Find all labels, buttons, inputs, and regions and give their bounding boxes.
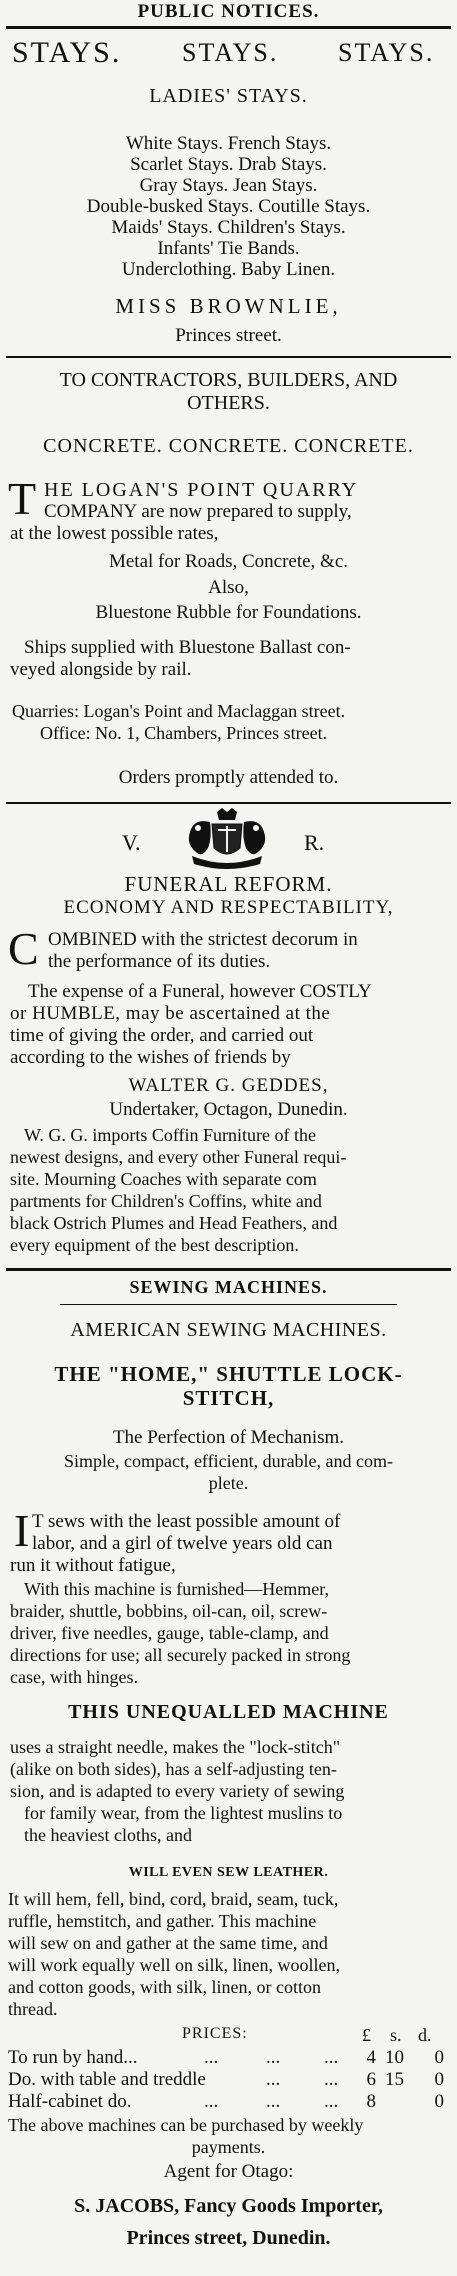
price-pounds: 6 xyxy=(366,2069,376,2090)
sewing-para: for family wear, from the lightest muslins to xyxy=(24,1803,343,1823)
quarry-office: Office: No. 1, Chambers, Princes street. xyxy=(40,723,328,743)
sewing-heading: AMERICAN SEWING MACHINES. xyxy=(70,1319,387,1341)
sewing-para: directions for use; all securely packed in strong xyxy=(10,1645,351,1665)
funeral-para: The expense of a Funeral, however COSTLY xyxy=(28,981,372,1002)
price-shillings: 15 xyxy=(385,2069,404,2090)
funeral-subtitle: ECONOMY AND RESPECTABILITY, xyxy=(63,897,394,918)
home-heading: STITCH, xyxy=(182,1386,275,1410)
sewing-para: driver, five needles, gauge, table-clamp, and xyxy=(10,1623,329,1643)
royal-r: R. xyxy=(304,830,325,855)
stays-proprietor: MISS BROWNLIE, xyxy=(115,294,342,318)
sewing-para: T sews with the least possible amount of xyxy=(32,1511,341,1532)
quarry-ships: Ships supplied with Bluestone Ballast con- xyxy=(24,637,351,658)
drop-cap: I xyxy=(14,1505,30,1556)
currency-pounds: £ xyxy=(362,2025,371,2045)
quarry-ships: veyed alongside by rail. xyxy=(10,659,192,680)
quarry-intro: at the lowest possible rates, xyxy=(10,523,219,544)
divider xyxy=(6,26,451,29)
sewing-address: Princes street, Dunedin. xyxy=(126,2227,331,2249)
stays-line: Underclothing. Baby Linen. xyxy=(121,259,336,280)
stays-banner-1: STAYS. xyxy=(12,36,122,69)
stays-line: Infants' Tie Bands. xyxy=(157,238,300,259)
price-pounds: 4 xyxy=(366,2047,376,2068)
sewing-para: and cotton goods, with silk, linen, or cotton xyxy=(8,1977,321,1997)
concrete-banner: CONCRETE. CONCRETE. CONCRETE. xyxy=(43,435,414,457)
quarry-heading: TO CONTRACTORS, BUILDERS, AND xyxy=(59,369,398,391)
sewing-para: With this machine is furnished—Hemmer, xyxy=(24,1579,329,1599)
stays-line: Maids' Stays. Children's Stays. xyxy=(111,217,346,238)
divider xyxy=(6,802,451,804)
royal-coat-of-arms-icon xyxy=(172,808,282,870)
stays-banner-2: STAYS. xyxy=(182,38,279,67)
sewing-importer: S. JACOBS, Fancy Goods Importer, xyxy=(74,2195,383,2217)
price-dots: ... xyxy=(324,2047,339,2068)
funeral-para: newest designs, and every other Funeral requi- xyxy=(10,1147,347,1167)
quarry-line: Also, xyxy=(208,577,249,598)
drop-cap: C xyxy=(8,923,39,974)
funeral-para: or HUMBLE, may be ascertained at the xyxy=(10,1003,331,1024)
price-pence: 0 xyxy=(434,2091,444,2112)
sewing-para: ruffle, hemstitch, and gather. This machine xyxy=(8,1911,317,1931)
price-dots: ... xyxy=(266,2091,281,2112)
funeral-para: the performance of its duties. xyxy=(48,951,271,972)
sewing-para: case, with hinges. xyxy=(10,1667,138,1687)
sewing-simple: Simple, compact, efficient, durable, and com- xyxy=(63,1451,394,1471)
sewing-para: will sew on and gather at the same time, and xyxy=(8,1933,328,1953)
stays-line: Scarlet Stays. Drab Stays. xyxy=(130,154,327,175)
sewing-para: the heaviest cloths, and xyxy=(24,1825,192,1845)
royal-v: V. xyxy=(122,830,141,855)
page-title: PUBLIC NOTICES. xyxy=(137,1,320,22)
currency-shillings: s. xyxy=(390,2025,402,2045)
sewing-para: thread. xyxy=(8,1999,58,2019)
drop-cap: T xyxy=(8,473,37,524)
sewing-perfection: The Perfection of Mechanism. xyxy=(112,1427,345,1448)
sewing-para: sion, and is adapted to every variety of sewing xyxy=(10,1781,345,1801)
funeral-para: partments for Children's Coffins, white and xyxy=(10,1191,322,1211)
quarry-line: Bluestone Rubble for Foundations. xyxy=(95,602,362,623)
price-pence: 0 xyxy=(434,2047,444,2068)
price-item: Half-cabinet do. xyxy=(8,2091,132,2112)
leather-heading: WILL EVEN SEW LEATHER. xyxy=(128,1865,329,1880)
price-dots: ... xyxy=(204,2091,219,2112)
funeral-para: every equipment of the best description. xyxy=(10,1235,299,1255)
price-shillings: 10 xyxy=(385,2047,404,2068)
funeral-address: Undertaker, Octagon, Dunedin. xyxy=(109,1099,348,1120)
sewing-weekly: payments. xyxy=(191,2137,266,2157)
price-dots: ... xyxy=(266,2047,281,2068)
currency-pence: d. xyxy=(418,2025,432,2045)
divider xyxy=(60,1304,397,1305)
funeral-para: OMBINED with the strictest decorum in xyxy=(48,929,358,950)
funeral-proprietor: WALTER G. GEDDES, xyxy=(128,1075,329,1096)
sewing-para: will work equally well on silk, linen, woollen, xyxy=(8,1955,340,1975)
stays-line: White Stays. French Stays. xyxy=(125,133,332,154)
price-dots: ... xyxy=(324,2091,339,2112)
price-item: Do. with table and treddle xyxy=(8,2069,206,2090)
stays-address: Princes street. xyxy=(175,325,282,346)
unequalled-heading: THIS UNEQUALLED MACHINE xyxy=(68,1701,389,1723)
stays-line: Gray Stays. Jean Stays. xyxy=(139,175,318,196)
divider xyxy=(6,1268,451,1271)
funeral-para: time of giving the order, and carried out xyxy=(10,1025,314,1046)
sewing-para: run it without fatigue, xyxy=(10,1555,176,1576)
sewing-para: braider, shuttle, bobbins, oil-can, oil, screw- xyxy=(10,1601,328,1621)
sewing-para: uses a straight needle, makes the "lock-stitch" xyxy=(10,1737,341,1757)
quarry-orders: Orders promptly attended to. xyxy=(118,767,339,788)
price-pence: 0 xyxy=(434,2069,444,2090)
prices-label: PRICES: xyxy=(182,2025,248,2042)
sewing-para: labor, and a girl of twelve years old can xyxy=(32,1533,333,1554)
price-item: To run by hand... xyxy=(8,2047,138,2068)
stays-banner-3: STAYS. xyxy=(338,38,435,67)
price-pounds: 8 xyxy=(366,2091,376,2112)
price-dots: ... xyxy=(266,2069,281,2090)
sewing-agent: Agent for Otago: xyxy=(163,2161,294,2182)
quarry-intro: HE LOGAN'S POINT QUARRY xyxy=(44,479,359,501)
stays-line: Double-busked Stays. Coutille Stays. xyxy=(86,196,371,217)
price-dots: ... xyxy=(324,2069,339,2090)
funeral-para: black Ostrich Plumes and Head Feathers, and xyxy=(10,1213,338,1233)
sewing-para: (alike on both sides), has a self-adjusting ten- xyxy=(10,1759,337,1779)
sewing-para: It will hem, fell, bind, cord, braid, seam, tuck, xyxy=(8,1889,339,1909)
funeral-title: FUNERAL REFORM. xyxy=(124,872,333,896)
quarry-heading: OTHERS. xyxy=(187,392,270,414)
funeral-para: W. G. G. imports Coffin Furniture of the xyxy=(24,1125,316,1145)
sewing-simple: plete. xyxy=(208,1473,249,1493)
funeral-para: site. Mourning Coaches with separate com xyxy=(10,1169,317,1189)
sewing-weekly: The above machines can be purchased by weekly xyxy=(8,2115,364,2135)
quarry-intro: COMPANY are now prepared to supply, xyxy=(44,501,352,522)
price-dots: ... xyxy=(204,2047,219,2068)
quarry-line: Metal for Roads, Concrete, &c. xyxy=(108,551,348,572)
divider xyxy=(6,356,451,358)
funeral-para: according to the wishes of friends by xyxy=(10,1047,291,1068)
section-title: SEWING MACHINES. xyxy=(129,1277,328,1297)
home-heading: THE "HOME," SHUTTLE LOCK- xyxy=(54,1362,403,1386)
quarry-location: Quarries: Logan's Point and Maclaggan street. xyxy=(12,701,346,721)
stays-subhead: LADIES' STAYS. xyxy=(149,85,308,107)
